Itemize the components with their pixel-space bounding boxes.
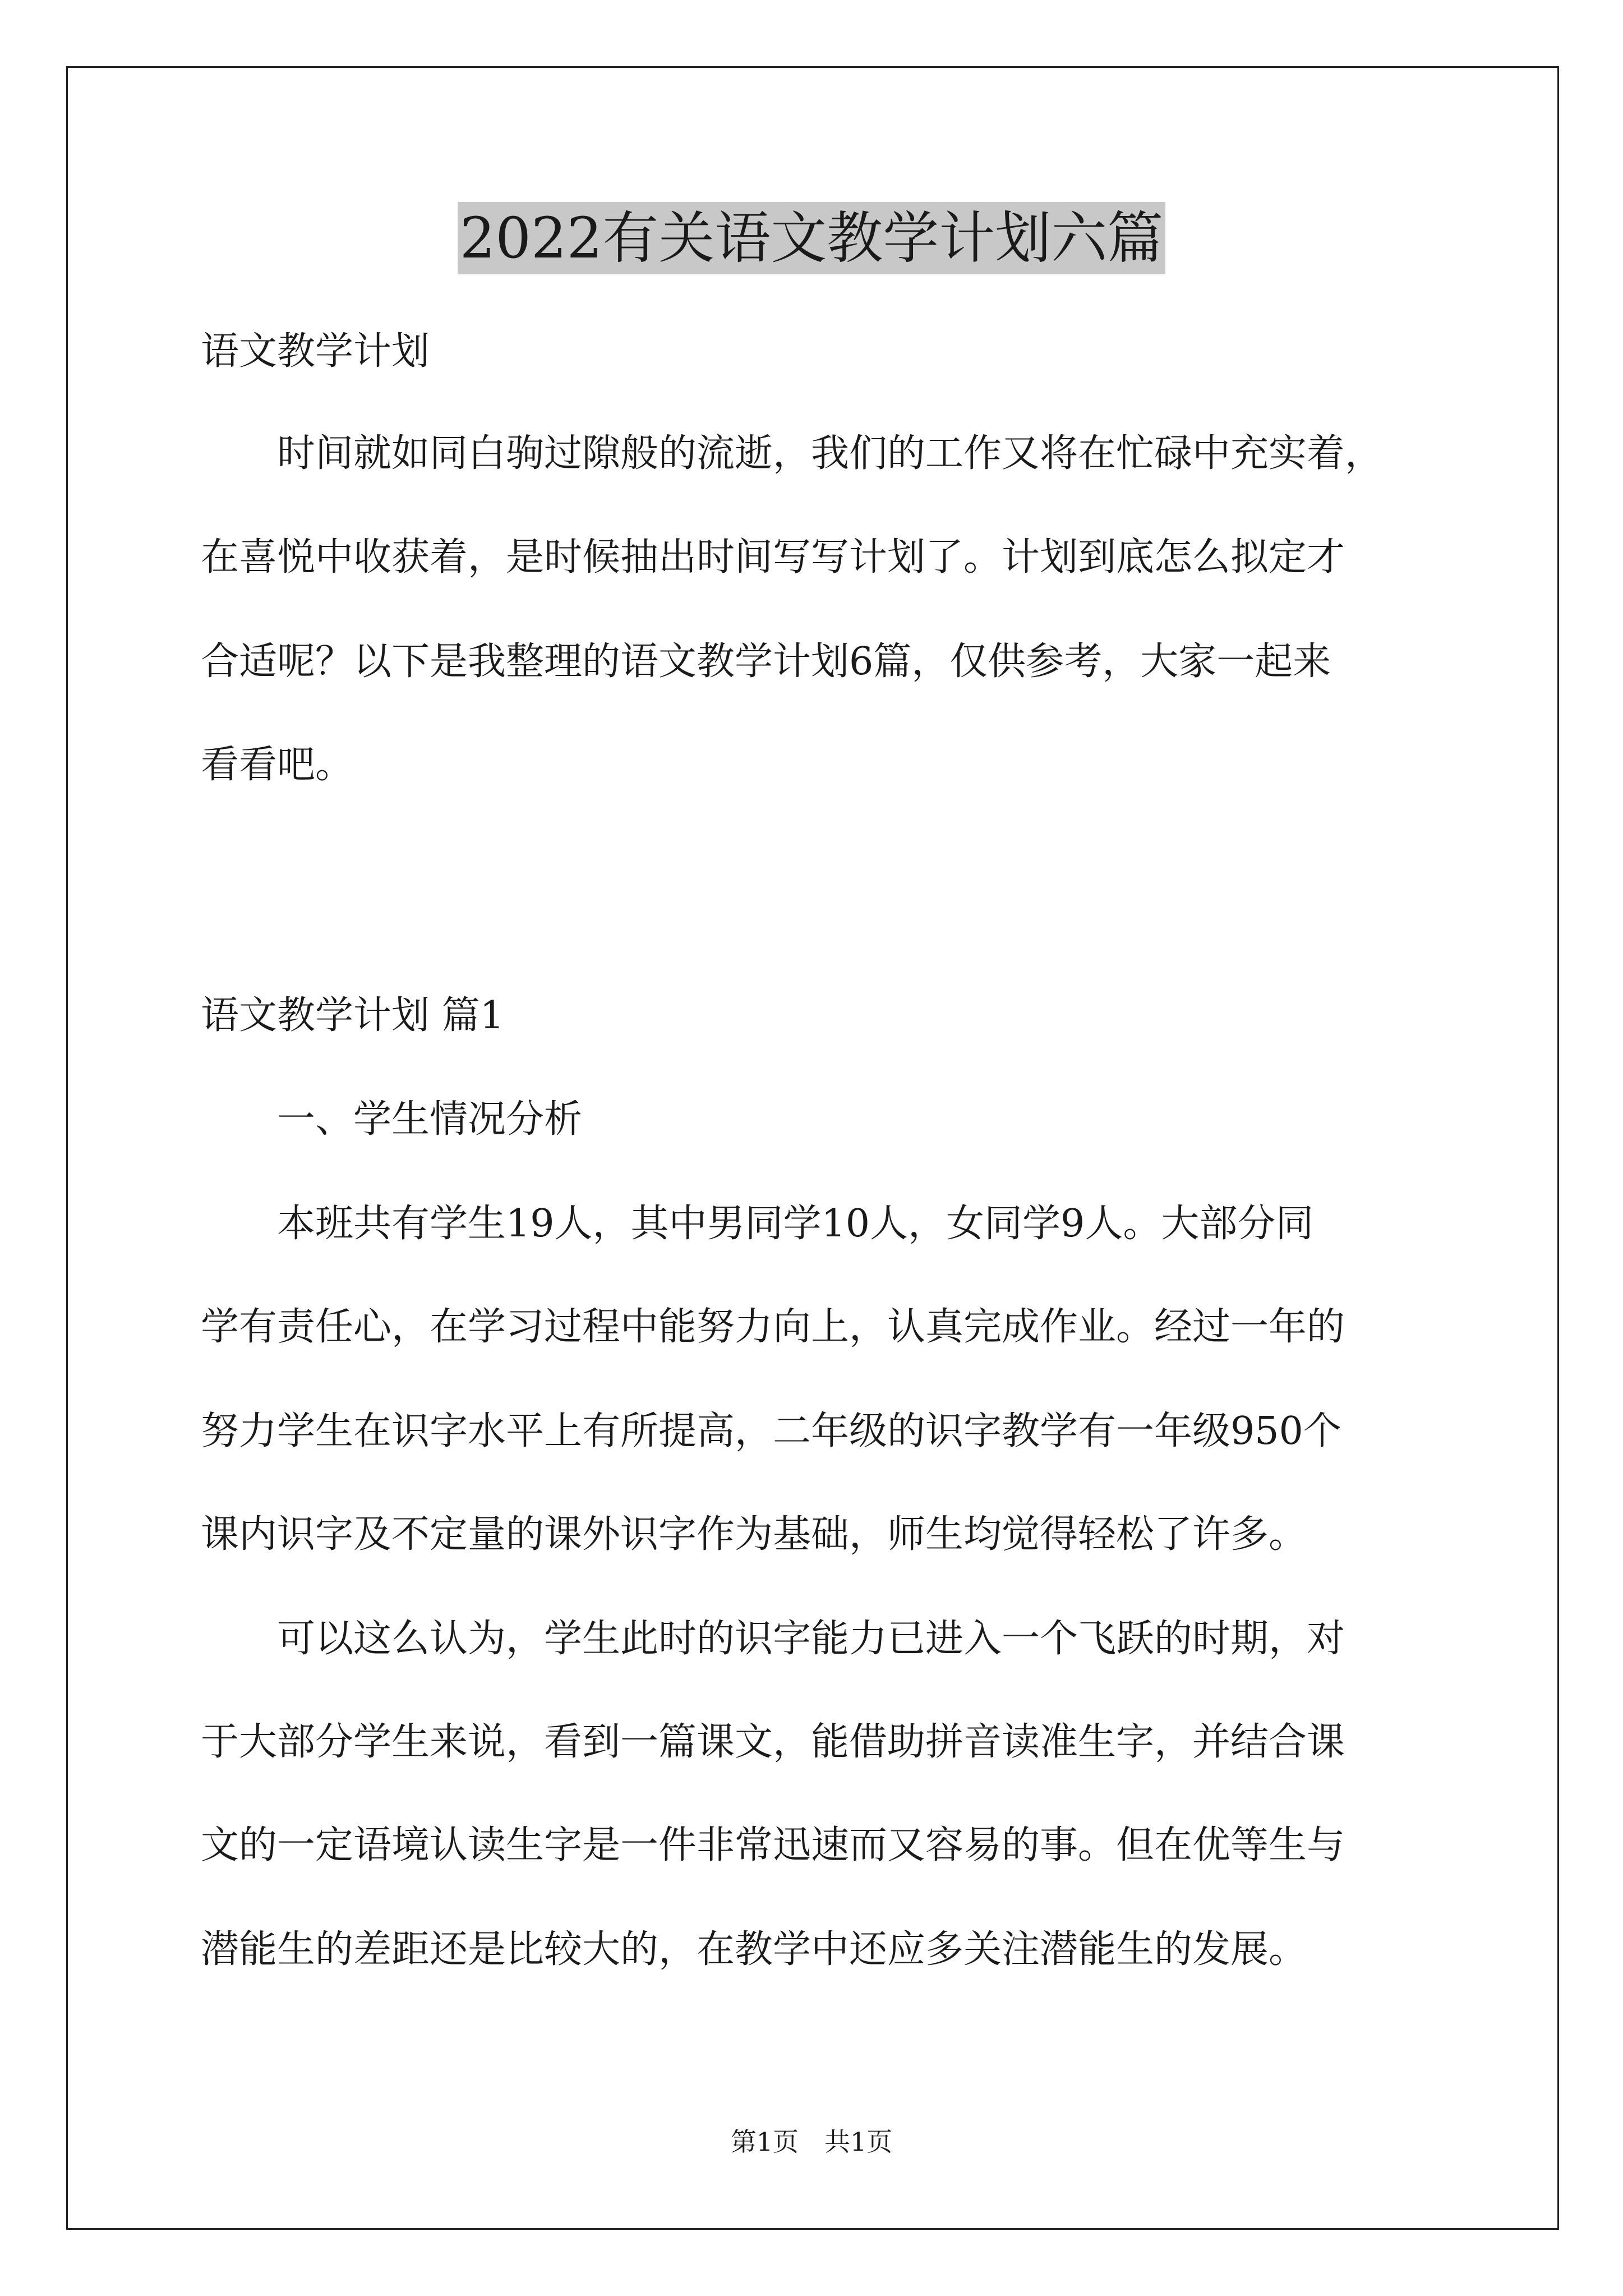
paragraph-line: 学有责任心，在学习过程中能努力向上，认真完成作业。经过一年的 (201, 1305, 1345, 1349)
paragraph-line: 本班共有学生19人，其中男同学10人，女同学9人。大部分同 (201, 1202, 1314, 1246)
paragraph-line: 于大部分学生来说，看到一篇课文，能借助拼音读准生字，并结合课 (201, 1720, 1345, 1764)
page-border (66, 66, 1559, 2230)
paragraph-line: 可以这么认为，学生此时的识字能力已进入一个飞跃的时期，对 (201, 1617, 1345, 1661)
document-title (0, 196, 1623, 280)
paragraph-line: 在喜悦中收获着，是时候抽出时间写写计划了。计划到底怎么拟定才 (201, 535, 1345, 579)
paragraph-line: 时间就如同白驹过隙般的流逝，我们的工作又将在忙碌中充实着， (201, 431, 1384, 476)
section-heading: 语文教学计划 (201, 329, 430, 374)
page-footer: 第1页 共1页 (730, 2127, 893, 2157)
subsection-heading: 一、学生情况分析 (201, 1097, 583, 1142)
paragraph-line: 文的一定语境认读生字是一件非常迅速而又容易的事。但在优等生与 (201, 1823, 1345, 1867)
paragraph-line: 潜能生的差距还是比较大的，在教学中还应多关注潜能生的发展。 (201, 1927, 1307, 1972)
paragraph-line: 合适呢？以下是我整理的语文教学计划6篇，仅供参考，大家一起来 (201, 639, 1331, 684)
paragraph-line: 看看吧。 (201, 743, 354, 787)
section-heading: 语文教学计划 篇1 (201, 993, 504, 1038)
paragraph-line: 努力学生在识字水平上有所提高，二年级的识字教学有一年级950个 (201, 1409, 1341, 1453)
document-title-text: 2022有关语文教学计划六篇 (458, 202, 1166, 274)
paragraph-line: 课内识字及不定量的课外识字作为基础，师生均觉得轻松了许多。 (201, 1512, 1307, 1557)
